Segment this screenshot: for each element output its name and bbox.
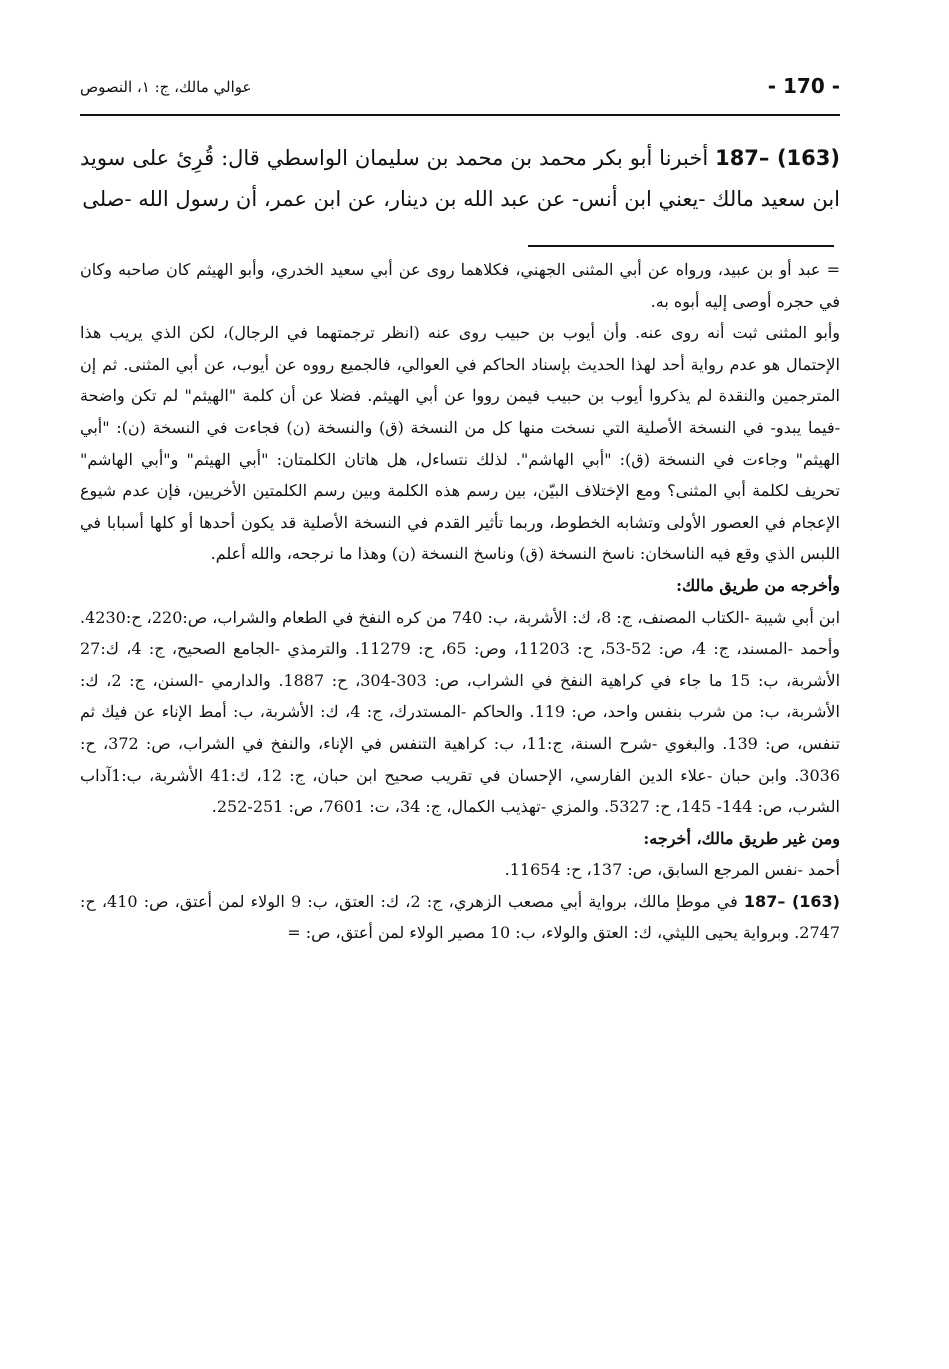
hadith-number: 187– (163) bbox=[715, 146, 840, 170]
running-title: عوالي مالك، ج: ١، النصوص bbox=[80, 78, 252, 96]
footnote-body: في موطإ مالك، برواية أبي مصعب الزهري، ج: 2، ك: العتق، ب: 9 الولاء لمن أعتق، ص: 410، ح: 2747. وبرواية يحيى الليثي، ك: العتق والولاء، ب: 10 مصير الولاء لمن أعتق، ص: = bbox=[80, 891, 840, 943]
page-number: - 170 - bbox=[767, 74, 840, 98]
footnote-paragraph: ابن أبي شيبة -الكتاب المصنف، ج: 8، ك: الأشربة، ب: 740 من كره النفخ في الطعام والشراب، ص:220، ح:4230. وأحمد -المسند، ج: 4، ص: 52-53، ح: 11203، وص: 65، ح: 11279. والترمذي -الجامع الصحيح، ج: 4، ك:27 الأشربة، ب: 15 ما جاء في كراهية النفخ في الشراب، ص: 303-304، ح: 1887. والدارمي -السنن، ج: 2، ك: الأشربة، ب: من شرب بنفس واحد، ص: 119. والحاكم -المستدرك، ج: 4، ك: الأشربة، ب: أمط الإناء عن فيك ثم تنفس، ص: 139. والبغوي -شرح السنة، ج:11، ب: كراهية التنفس في الإناء، والنفخ في الشراب، ص: 372، ح: 3036. وابن حبان -علاء الدين الفارسي، الإحسان في تقريب صحيح ابن حبان، ج: 12، ك:41 الأشربة، ب:1آداب الشرب، ص: 144- 145، ح: 5327. والمزي -تهذيب الكمال، ج: 34، ت: 7601، ص: 251-252. bbox=[80, 607, 841, 817]
footnote-number: 187– (163) bbox=[743, 891, 840, 911]
footnote-subheading: وأخرجه من طريق مالك: bbox=[676, 575, 840, 595]
hadith-body: أخبرنا أبو بكر محمد بن محمد بن سليمان الواسطي قال: قُرِئ على سويد ابن سعيد مالك -يعني ابن أنس- عن عبد الله بن دينار، عن ابن عمر، أن رسول الله -صلى bbox=[80, 146, 840, 211]
footnote-paragraph: أحمد -نفس المرجع السابق، ص: 137، ح: 11654. bbox=[504, 860, 840, 880]
footnotes bbox=[80, 254, 840, 949]
footnote-paragraph: وأبو المثنى ثبت أنه روى عنه. وأن أيوب بن حبيب روى عنه (انظر ترجمتهما في الرجال)، لكن الذي يريب هذا الإحتمال هو عدم رواية أحد لهذا الحديث بإسناد الحاكم في العوالي، فالجميع رووه عن أيوب، عن أبي المثنى. ثم إن المترجمين والنقدة لم يذكروا أيوب بن حبيب فيمن رووا عن أبي الهيثم. فضلا عن أن كلمة "الهيثم" لم تكن واضحة -فيما يبدو- في النسخة الأصلية التي نسخت منها كل من النسخة (ق) والنسخة (ن) فجاءت في النسخة (ن): "أبي الهيثم" وجاءت في النسخة (ق): "أبي الهاشم". لذلك نتساءل، هل هاتان الكلمتان: "أبي الهيثم" و"أبي الهاشم" تحريف لكلمة أبي المثنى؟ ومع الإختلاف البيّن، بين رسم هذه الكلمة وبين رسم الكلمتين الأخريين، فإن عدم شيوع الإعجام في العصور الأولى وتشابه الخطوط، وربما تأثير القدم في النسخة الأصلية قد يكون أحدها أو كلها أسبابا في اللبس الذي وقع فيه الناسخان: ناسخ النسخة (ق) وناسخ النسخة (ن) وهذا ما نرجحه، والله أعلم. bbox=[80, 323, 840, 564]
header-rule bbox=[80, 114, 840, 116]
footnote-separator bbox=[528, 245, 834, 247]
main-hadith-text bbox=[80, 138, 840, 220]
footnote-paragraph: = عبد أو بن عبيد، ورواه عن أبي المثنى الجهني، فكلاهما روى عن أبي سعيد الخدري، وأبو الهيثم كان صاحبه وكان في حجره أوصى إليه أبوه به. bbox=[80, 260, 840, 311]
hadith-paragraph bbox=[80, 138, 840, 220]
footnote-paragraph bbox=[80, 886, 840, 949]
page-header bbox=[80, 72, 840, 106]
footnote-subheading: ومن غير طريق مالك، أخرجه: bbox=[643, 828, 840, 848]
